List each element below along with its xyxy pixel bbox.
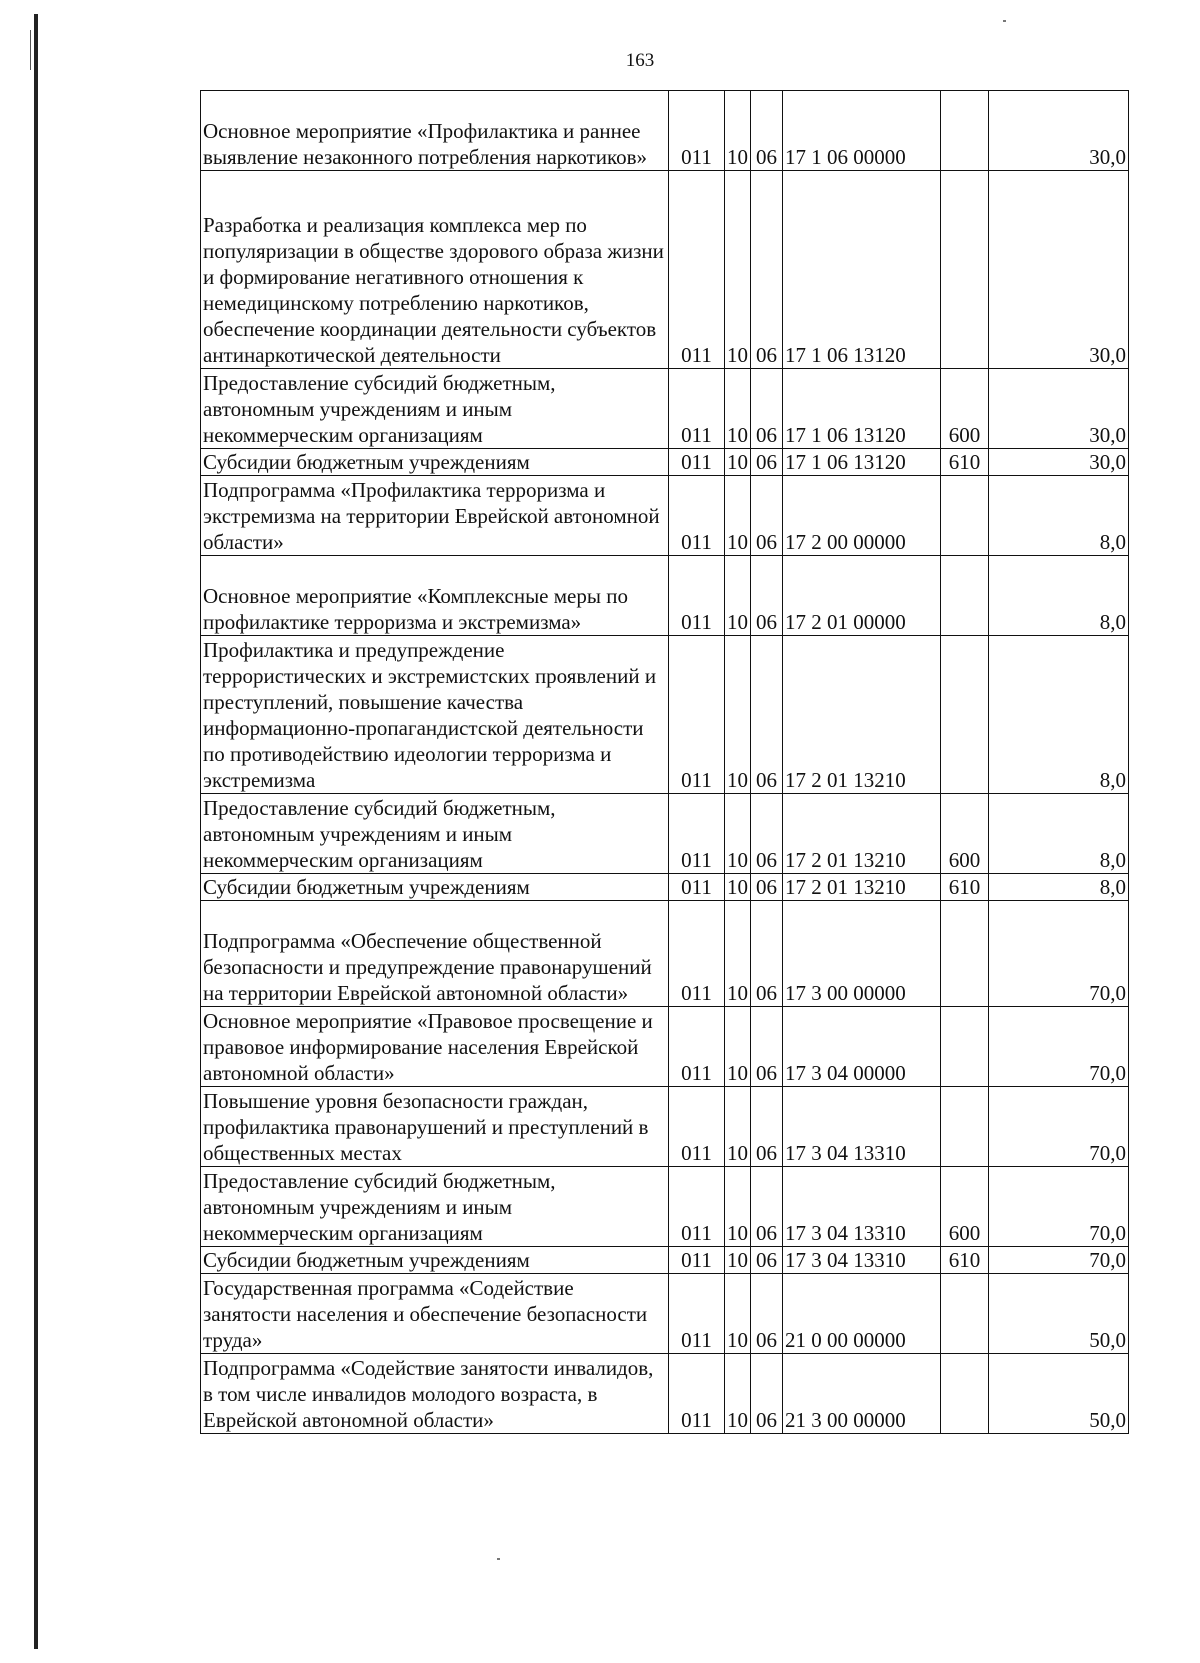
subsection-code-cell: 06 [751, 1247, 783, 1274]
target-article-cell: 17 3 04 00000 [783, 1007, 941, 1087]
amount-cell: 30,0 [989, 171, 1129, 369]
table-row [201, 1087, 1129, 1167]
row-name-cell: Подпрограмма «Профилактика терроризма и экстремизма на территории Еврейской автономной области» [201, 476, 669, 556]
amount-cell: 30,0 [989, 91, 1129, 171]
target-article-cell: 21 0 00 00000 [783, 1274, 941, 1354]
section-code-cell: 10 [725, 556, 751, 636]
table-row [201, 171, 1129, 369]
ministry-code-cell: 011 [669, 91, 725, 171]
scan-binding-edge [34, 14, 38, 1649]
section-code-cell: 10 [725, 1167, 751, 1247]
expense-type-cell [941, 171, 989, 369]
row-name-cell: Разработка и реализация комплекса мер по популяризации в обществе здорового образа жизни и формирование негативного отношения к немедицинскому потреблению наркотиков, обеспечение координации деятельности субъектов антинаркотической деятельности [201, 171, 669, 369]
section-code-cell: 10 [725, 476, 751, 556]
ministry-code-cell: 011 [669, 556, 725, 636]
target-article-cell: 17 1 06 13120 [783, 369, 941, 449]
subsection-code-cell: 06 [751, 1007, 783, 1087]
target-article-cell: 21 3 00 00000 [783, 1354, 941, 1434]
target-article-cell: 17 2 01 00000 [783, 556, 941, 636]
ministry-code-cell: 011 [669, 1087, 725, 1167]
expense-type-cell: 610 [941, 874, 989, 901]
subsection-code-cell: 06 [751, 1274, 783, 1354]
expense-type-cell: 610 [941, 1247, 989, 1274]
amount-cell: 8,0 [989, 556, 1129, 636]
expense-type-cell [941, 91, 989, 171]
budget-table [200, 90, 1129, 1434]
target-article-cell: 17 1 06 13120 [783, 449, 941, 476]
table-row [201, 1354, 1129, 1434]
ministry-code-cell: 011 [669, 901, 725, 1007]
target-article-cell: 17 3 04 13310 [783, 1167, 941, 1247]
table-body [201, 91, 1129, 1434]
table-row [201, 636, 1129, 794]
subsection-code-cell: 06 [751, 1354, 783, 1434]
amount-cell: 30,0 [989, 369, 1129, 449]
subsection-code-cell: 06 [751, 874, 783, 901]
expense-type-cell [941, 1354, 989, 1434]
amount-cell: 50,0 [989, 1274, 1129, 1354]
target-article-cell: 17 3 04 13310 [783, 1087, 941, 1167]
target-article-cell: 17 2 00 00000 [783, 476, 941, 556]
scan-speck [497, 1558, 500, 1560]
amount-cell: 70,0 [989, 1007, 1129, 1087]
subsection-code-cell: 06 [751, 794, 783, 874]
subsection-code-cell: 06 [751, 91, 783, 171]
table-row [201, 1167, 1129, 1247]
expense-type-cell: 610 [941, 449, 989, 476]
section-code-cell: 10 [725, 794, 751, 874]
expense-type-cell [941, 901, 989, 1007]
table-row [201, 1247, 1129, 1274]
section-code-cell: 10 [725, 874, 751, 901]
amount-cell: 8,0 [989, 636, 1129, 794]
target-article-cell: 17 1 06 13120 [783, 171, 941, 369]
row-name-cell: Профилактика и предупреждение террористических и экстремистских проявлений и преступлений, повышение качества информационно-пропагандистской деятельности по противодействию идеологии терроризма и экстремизма [201, 636, 669, 794]
expense-type-cell: 600 [941, 794, 989, 874]
row-name-cell: Государственная программа «Содействие занятости населения и обеспечение безопасности труда» [201, 1274, 669, 1354]
ministry-code-cell: 011 [669, 1167, 725, 1247]
subsection-code-cell: 06 [751, 171, 783, 369]
section-code-cell: 10 [725, 1274, 751, 1354]
row-name-cell: Повышение уровня безопасности граждан, профилактика правонарушений и преступлений в общественных местах [201, 1087, 669, 1167]
ministry-code-cell: 011 [669, 476, 725, 556]
ministry-code-cell: 011 [669, 171, 725, 369]
target-article-cell: 17 3 00 00000 [783, 901, 941, 1007]
expense-type-cell [941, 476, 989, 556]
row-name-cell: Основное мероприятие «Комплексные меры по профилактике терроризма и экстремизма» [201, 556, 669, 636]
target-article-cell: 17 3 04 13310 [783, 1247, 941, 1274]
subsection-code-cell: 06 [751, 556, 783, 636]
section-code-cell: 10 [725, 901, 751, 1007]
ministry-code-cell: 011 [669, 1354, 725, 1434]
ministry-code-cell: 011 [669, 1007, 725, 1087]
row-name-cell: Предоставление субсидий бюджетным, автономным учреждениям и иным некоммерческим организациям [201, 1167, 669, 1247]
row-name-cell: Основное мероприятие «Профилактика и раннее выявление незаконного потребления наркотиков» [201, 91, 669, 171]
subsection-code-cell: 06 [751, 636, 783, 794]
ministry-code-cell: 011 [669, 369, 725, 449]
page-number: 163 [625, 50, 655, 71]
subsection-code-cell: 06 [751, 449, 783, 476]
subsection-code-cell: 06 [751, 1167, 783, 1247]
expense-type-cell [941, 1007, 989, 1087]
subsection-code-cell: 06 [751, 901, 783, 1007]
expense-type-cell: 600 [941, 369, 989, 449]
subsection-code-cell: 06 [751, 476, 783, 556]
table-row [201, 556, 1129, 636]
ministry-code-cell: 011 [669, 1274, 725, 1354]
row-name-cell: Основное мероприятие «Правовое просвещение и правовое информирование населения Еврейской автономной области» [201, 1007, 669, 1087]
section-code-cell: 10 [725, 1007, 751, 1087]
section-code-cell: 10 [725, 1087, 751, 1167]
row-name-cell: Предоставление субсидий бюджетным, автономным учреждениям и иным некоммерческим организациям [201, 369, 669, 449]
amount-cell: 70,0 [989, 1167, 1129, 1247]
amount-cell: 70,0 [989, 1087, 1129, 1167]
table-row [201, 874, 1129, 901]
row-name-cell: Субсидии бюджетным учреждениям [201, 449, 669, 476]
expense-type-cell: 600 [941, 1167, 989, 1247]
row-name-cell: Субсидии бюджетным учреждениям [201, 874, 669, 901]
table-row [201, 901, 1129, 1007]
amount-cell: 70,0 [989, 1247, 1129, 1274]
amount-cell: 8,0 [989, 874, 1129, 901]
row-name-cell: Предоставление субсидий бюджетным, автономным учреждениям и иным некоммерческим организациям [201, 794, 669, 874]
table-row [201, 476, 1129, 556]
section-code-cell: 10 [725, 636, 751, 794]
target-article-cell: 17 2 01 13210 [783, 874, 941, 901]
ministry-code-cell: 011 [669, 636, 725, 794]
amount-cell: 8,0 [989, 476, 1129, 556]
section-code-cell: 10 [725, 1354, 751, 1434]
amount-cell: 50,0 [989, 1354, 1129, 1434]
subsection-code-cell: 06 [751, 1087, 783, 1167]
subsection-code-cell: 06 [751, 369, 783, 449]
section-code-cell: 10 [725, 171, 751, 369]
amount-cell: 8,0 [989, 794, 1129, 874]
expense-type-cell [941, 1087, 989, 1167]
section-code-cell: 10 [725, 91, 751, 171]
expense-type-cell [941, 1274, 989, 1354]
table-row [201, 91, 1129, 171]
scan-speck [1003, 20, 1006, 22]
expense-type-cell [941, 636, 989, 794]
section-code-cell: 10 [725, 1247, 751, 1274]
table-row [201, 1274, 1129, 1354]
target-article-cell: 17 2 01 13210 [783, 794, 941, 874]
section-code-cell: 10 [725, 369, 751, 449]
expense-type-cell [941, 556, 989, 636]
amount-cell: 70,0 [989, 901, 1129, 1007]
target-article-cell: 17 2 01 13210 [783, 636, 941, 794]
amount-cell: 30,0 [989, 449, 1129, 476]
ministry-code-cell: 011 [669, 874, 725, 901]
target-article-cell: 17 1 06 00000 [783, 91, 941, 171]
ministry-code-cell: 011 [669, 449, 725, 476]
row-name-cell: Субсидии бюджетным учреждениям [201, 1247, 669, 1274]
table-row [201, 794, 1129, 874]
row-name-cell: Подпрограмма «Содействие занятости инвалидов, в том числе инвалидов молодого возраста, в Еврейской автономной области» [201, 1354, 669, 1434]
table-row [201, 369, 1129, 449]
ministry-code-cell: 011 [669, 1247, 725, 1274]
table-row [201, 449, 1129, 476]
section-code-cell: 10 [725, 449, 751, 476]
table-row [201, 1007, 1129, 1087]
row-name-cell: Подпрограмма «Обеспечение общественной безопасности и предупреждение правонарушений на территории Еврейской автономной области» [201, 901, 669, 1007]
ministry-code-cell: 011 [669, 794, 725, 874]
